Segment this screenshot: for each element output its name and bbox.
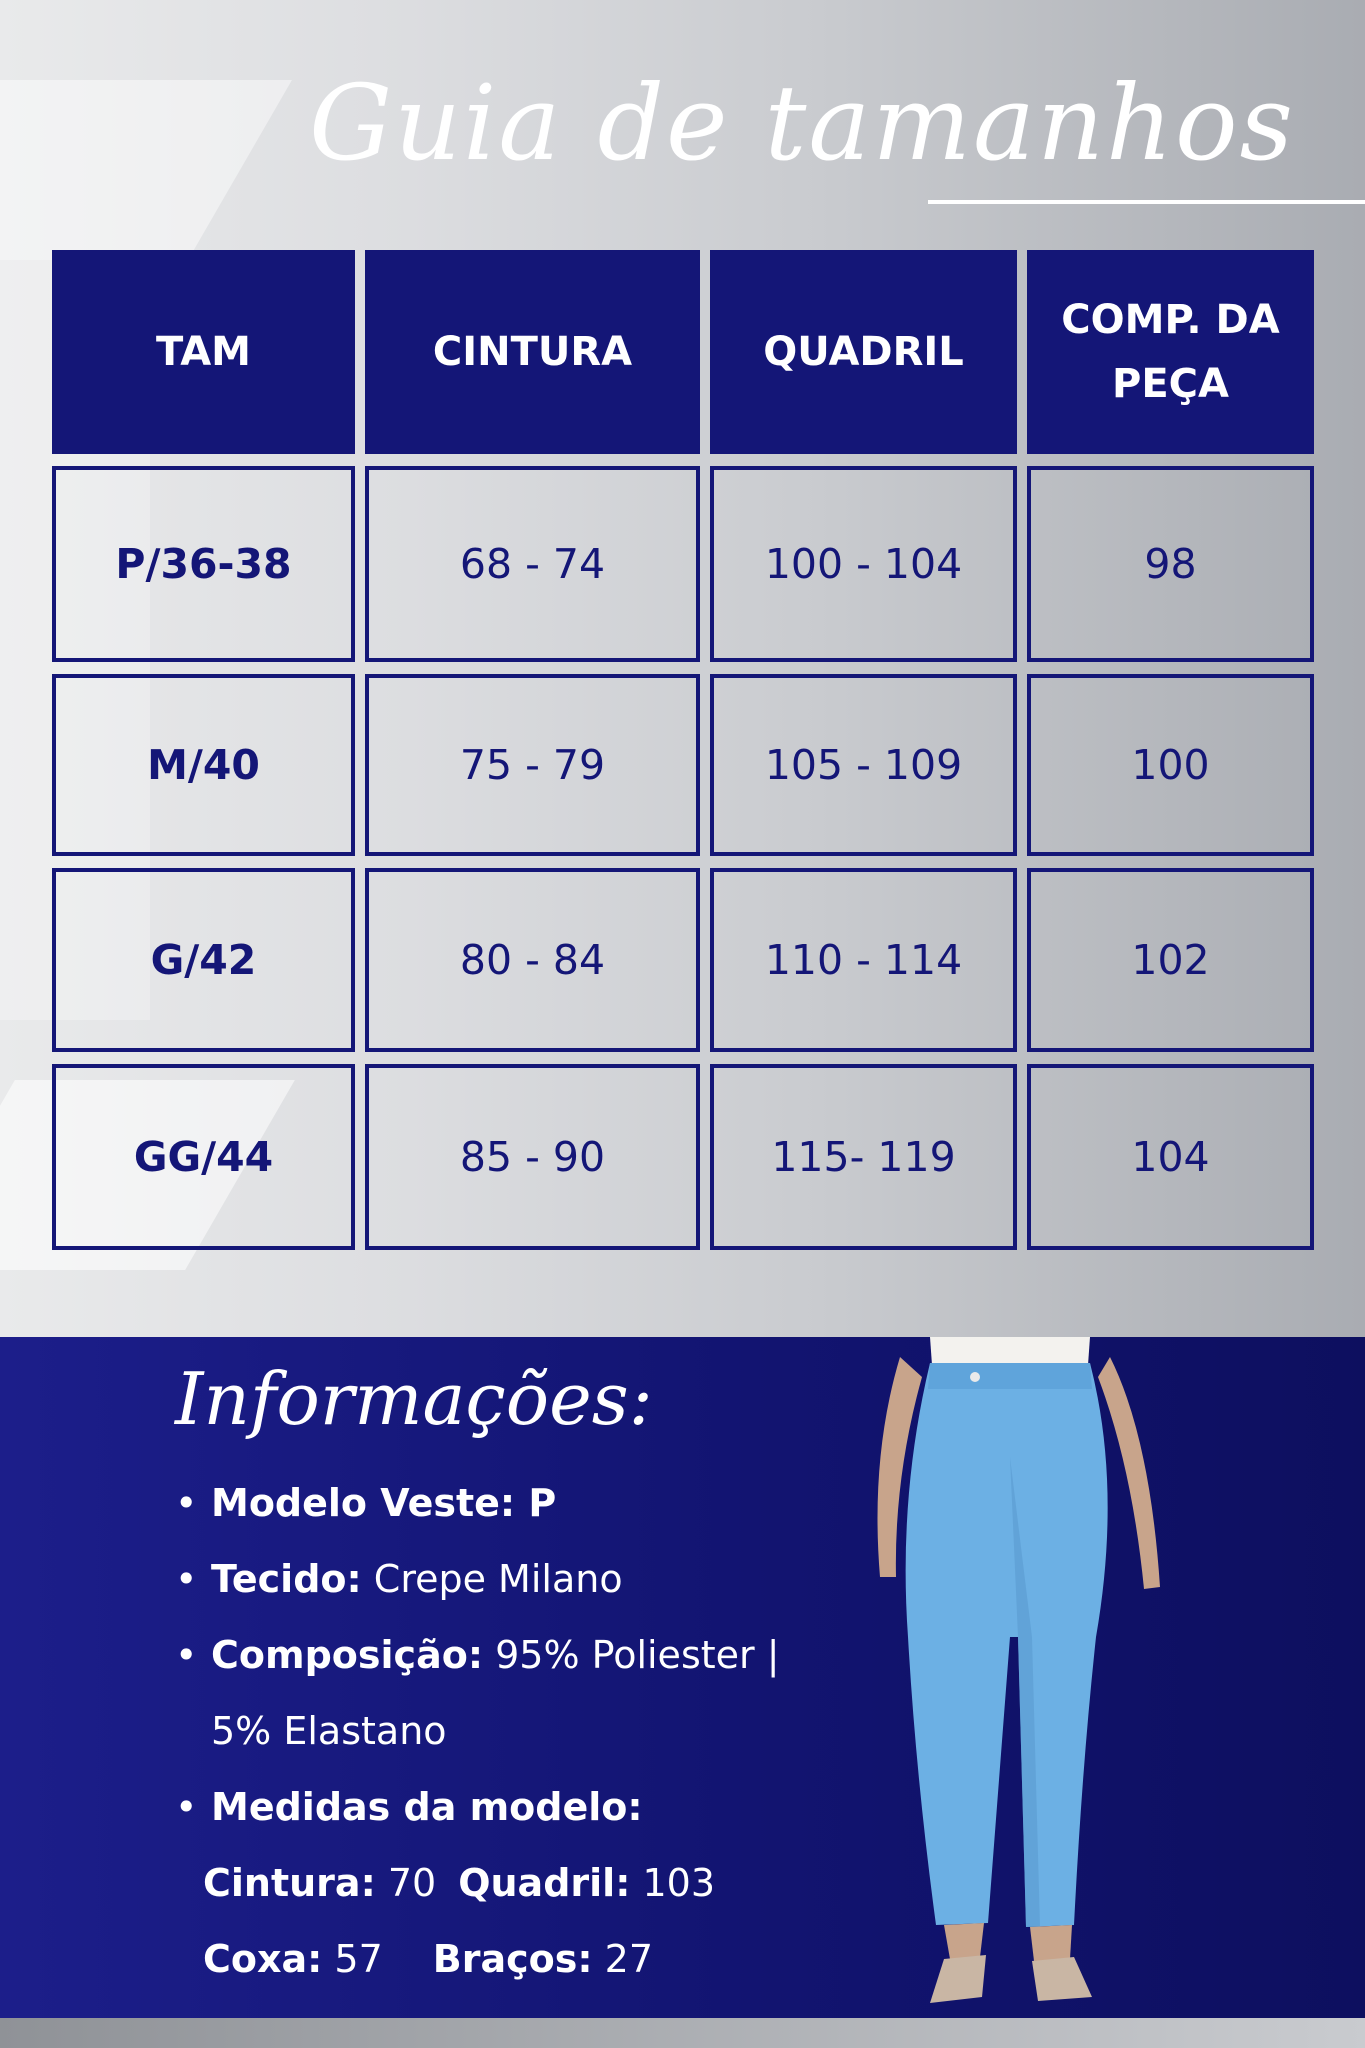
table-header [52,250,1314,454]
cell-tam: P/36-38 [52,466,355,662]
measurements-line [175,1845,780,1921]
cell-quadril: 115- 119 [710,1064,1017,1250]
composicao-value-2: 5% Elastano [211,1709,447,1753]
bracos-label: Braços: [432,1937,593,1981]
measurements-line [175,1921,780,1997]
header-comp-label: COMP. DA PEÇA [1061,297,1280,407]
tecido-label: Tecido: [211,1557,362,1601]
header-cintura: CINTURA [365,250,700,454]
model-photo [860,1337,1200,2018]
table-row [52,868,1314,1052]
list-item [175,1465,780,1541]
info-list [175,1465,780,1997]
cell-tam: M/40 [52,674,355,856]
cell-tam: GG/44 [52,1064,355,1250]
decorative-shape [0,80,292,260]
list-item-continuation [175,1693,780,1769]
right-sandal [1032,1957,1092,2001]
table-row [52,1064,1314,1250]
bullet: • [175,1557,198,1601]
title-underline [928,200,1365,204]
cell-cintura: 75 - 79 [365,674,700,856]
composicao-value: 95% Poliester | [483,1633,780,1677]
cell-quadril: 100 - 104 [710,466,1017,662]
right-leg [1030,1925,1072,1961]
coxa-value: 57 [322,1937,383,1981]
header-quadril: QUADRIL [710,250,1017,454]
table-row [52,674,1314,856]
cell-comp: 100 [1027,674,1314,856]
cell-cintura: 68 - 74 [365,466,700,662]
white-top [930,1337,1090,1365]
right-arm [1098,1357,1160,1589]
list-item [175,1769,780,1845]
cintura-label: Cintura: [203,1861,376,1905]
bullet: • [175,1633,198,1677]
cell-comp: 102 [1027,868,1314,1052]
table-row [52,466,1314,662]
quadril-label: Quadril: [458,1861,631,1905]
composicao-label: Composição: [211,1633,484,1677]
tecido-value: Crepe Milano [361,1557,623,1601]
page-title: Guia de tamanhos [309,62,1295,184]
header-comp [1027,250,1314,454]
left-leg [944,1923,984,1959]
list-item [175,1617,780,1693]
left-sandal [930,1955,986,2003]
pants [906,1363,1108,1927]
cell-quadril: 110 - 114 [710,868,1017,1052]
cell-quadril: 105 - 109 [710,674,1017,856]
quadril-value: 103 [630,1861,715,1905]
cell-cintura: 80 - 84 [365,868,700,1052]
bullet: • [175,1481,198,1525]
medidas-label: Medidas da modelo: [211,1785,643,1829]
bottom-bar [0,2018,1365,2048]
info-title: Informações: [175,1357,653,1441]
coxa-label: Coxa: [203,1937,323,1981]
cintura-value: 70 [375,1861,437,1905]
bullet: • [175,1785,198,1829]
cell-comp: 98 [1027,466,1314,662]
cell-tam: G/42 [52,868,355,1052]
size-table [52,250,1314,1250]
list-item [175,1541,780,1617]
info-section [0,1337,1365,2018]
cell-cintura: 85 - 90 [365,1064,700,1250]
bracos-value: 27 [592,1937,654,1981]
cell-comp: 104 [1027,1064,1314,1250]
header-tam: TAM [52,250,355,454]
modelo-veste: Modelo Veste: P [211,1481,557,1525]
